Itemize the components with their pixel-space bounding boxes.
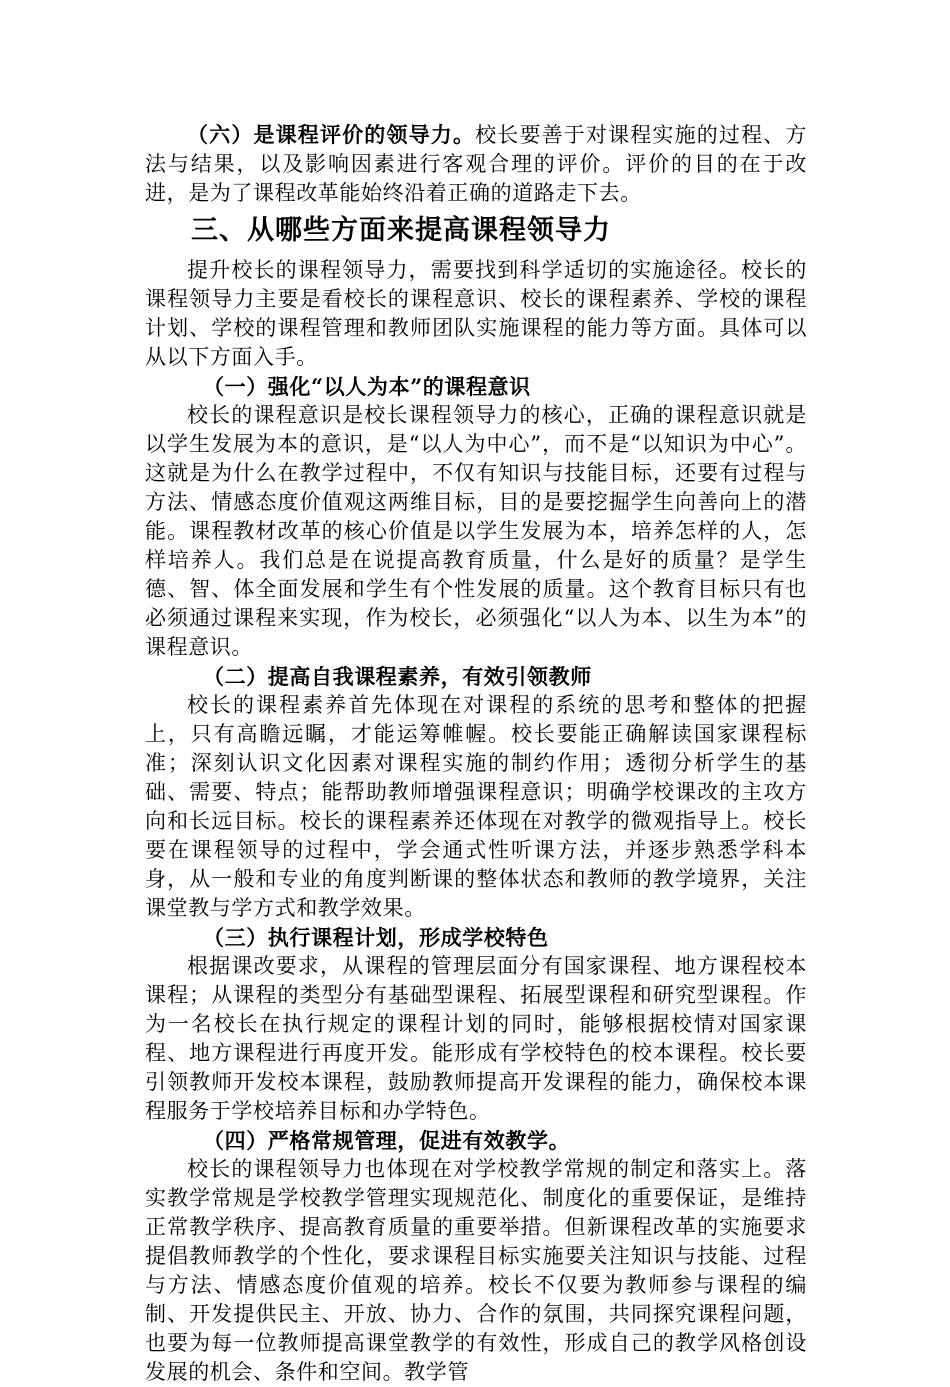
- subsection-one-heading: （一）强化“以人为本”的课程意识: [203, 374, 531, 399]
- subsection-four-heading: （四）严格常规管理，促进有效教学。: [203, 1128, 571, 1153]
- subsection-three-heading: （三）执行课程计划，形成学校特色: [203, 925, 549, 950]
- subsection-one-body: 校长的课程意识是校长课程领导力的核心，正确的课程意识就是以学生发展为本的意识，是“以人为中心”，而不是“以知识为中心”。这就是为什么在教学过程中，不仅有知识与技能目标，还要有过程与方法、情感态度价值观这两维目标，目的是要挖掘学生向善向上的潜能。课程教材改革的核心价值是以学生发展为本，培养怎样的人，怎样培养人。我们总是在说提高教育质量，什么是好的质量？是学生德、智、体全面发展和学生有个性发展的质量。这个教育目标只有也必须通过课程来实现，作为校长，必须强化“以人为本、以生为本”的课程意识。: [145, 403, 807, 659]
- subsection-three-body: 根据课改要求，从课程的管理层面分有国家课程、地方课程校本课程；从课程的类型分有基础型课程、拓展型课程和研究型课程。作为一名校长在执行规定的课程计划的同时，能够根据校情对国家课程、地方课程进行再度开发。能形成有学校特色的校本课程。校长要引领教师开发校本课程，鼓励教师提高开发课程的能力，确保校本课程服务于学校培养目标和办学特色。: [145, 954, 807, 1123]
- document-body: [145, 120, 807, 1387]
- paragraph-six-lead: （六）是课程评价的领导力。: [187, 122, 476, 147]
- paragraph-six-text: 校长要善于对课程实施的过程、方法与结果，以及影响因素进行客观合理的评价。评价的目的在于改进，是为了课程改革能始终沿着正确的道路走下去。: [145, 123, 807, 205]
- subsection-two-heading: （二）提高自我课程素养，有效引领教师: [203, 664, 592, 689]
- section-three-title: 三、从哪些方面来提高课程领导力: [191, 215, 611, 246]
- subsection-two-body: 校长的课程素养首先体现在对课程的系统的思考和整体的把握上，只有高瞻远瞩，才能运筹帷幄。校长要能正确解读国家课程标准；深刻认识文化因素对课程实施的制约作用；透彻分析学生的基础、需要、特点；能帮助教师增强课程意识；明确学校课改的主攻方向和长远目标。校长的课程素养还体现在对教学的微观指导上。校长要在课程领导的过程中，学会通式性听课方法，并逐步熟悉学科本身，从一般和专业的角度判断课的整体状态和教师的教学境界，关注课堂教与学方式和教学效果。: [145, 693, 807, 920]
- section-three-intro: 提升校长的课程领导力，需要找到科学适切的实施途径。校长的课程领导力主要是看校长的课程意识、校长的课程素养、学校的课程计划、学校的课程管理和教师团队实施课程的能力等方面。具体可以从以下方面入手。: [145, 258, 807, 369]
- subsection-four-body: 校长的课程领导力也体现在对学校教学常规的制定和落实上。落实教学常规是学校教学管理实现规范化、制度化的重要保证，是维持正常教学秩序、提高教育质量的重要举措。但新课程改革的实施要求提倡教师教学的个性化，要求课程目标实施要关注知识与技能、过程与方法、情感态度价值观的培养。校长不仅要为教师参与课程的编制、开发提供民主、开放、协力、合作的氛围，共同探究课程问题，也要为每一位教师提高课堂教学的有效性，形成自己的教学风格创设发展的机会、条件和空间。教学管: [145, 1157, 807, 1384]
- paragraph-six: [145, 120, 807, 208]
